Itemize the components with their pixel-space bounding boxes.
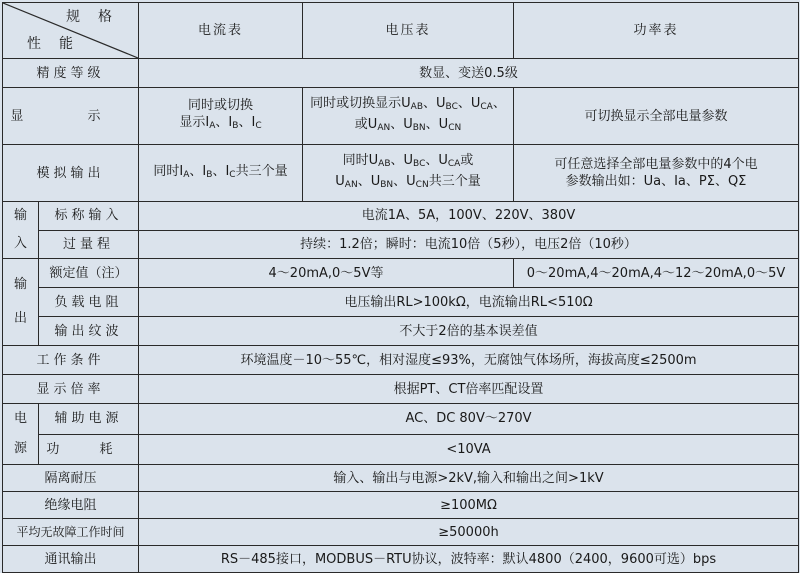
value-mtbf: ≥50000h bbox=[139, 519, 799, 546]
corner-bottom-label: 性能 bbox=[27, 36, 91, 52]
group-power-label: 电源 bbox=[13, 411, 27, 456]
value-rated-value-left: 4～20mA,0～5V等 bbox=[139, 259, 514, 288]
row-display bbox=[3, 88, 799, 145]
analog-current: 同时$I_A$、$I_B$、$I_C$共三个量 bbox=[139, 145, 303, 202]
row-overload bbox=[3, 230, 799, 259]
row-comm bbox=[3, 546, 799, 573]
header-row bbox=[3, 3, 799, 59]
label-analog-output: 模拟输出 bbox=[3, 145, 139, 202]
row-ripple bbox=[3, 317, 799, 346]
row-analog-output bbox=[3, 145, 799, 202]
value-ripple: 不大于2倍的基本误差值 bbox=[139, 317, 799, 346]
corner-header bbox=[3, 3, 139, 59]
label-accuracy: 精度等级 bbox=[3, 59, 139, 88]
value-consumption: <10VA bbox=[139, 434, 799, 465]
group-input bbox=[3, 202, 39, 259]
column-header-voltage: 电压表 bbox=[303, 3, 514, 59]
label-display: 显 示 bbox=[3, 88, 139, 145]
label-ratio: 显示倍率 bbox=[3, 375, 139, 404]
analog-voltage: 同时$U_{AB}$、$U_{BC}$、$U_{CA}$或 $U_{AN}$、$U_{BN}$、$U_{CN}$共三个量 bbox=[303, 145, 514, 202]
label-insulation: 绝缘电阻 bbox=[3, 492, 139, 519]
label-rated-value: 额定值（注） bbox=[39, 259, 139, 288]
column-header-current: 电流表 bbox=[139, 3, 303, 59]
row-insulation bbox=[3, 492, 799, 519]
label-comm: 通讯输出 bbox=[3, 546, 139, 573]
value-rated-input: 电流1A、5A，100V、220V、380V bbox=[139, 202, 799, 231]
group-output bbox=[3, 259, 39, 346]
label-isolation: 隔离耐压 bbox=[3, 465, 139, 492]
row-conditions bbox=[3, 346, 799, 375]
row-ratio bbox=[3, 375, 799, 404]
value-comm: RS－485接口，MODBUS－RTU协议，波特率：默认4800（2400，9600可选）bps bbox=[139, 546, 799, 573]
value-overload: 持续：1.2倍；瞬时：电流10倍（5秒），电压2倍（10秒） bbox=[139, 230, 799, 259]
row-isolation bbox=[3, 465, 799, 492]
display-current: 同时或切换 显示$I_A$、$I_B$、$I_C$ bbox=[139, 88, 303, 145]
label-rated-input: 标称输入 bbox=[39, 202, 139, 231]
group-output-label: 输出 bbox=[13, 277, 27, 326]
label-load: 负载电阻 bbox=[39, 288, 139, 317]
label-aux-power: 辅助电源 bbox=[39, 404, 139, 435]
group-input-label: 输入 bbox=[13, 208, 27, 251]
value-ratio: 根据PT、CT倍率匹配设置 bbox=[139, 375, 799, 404]
value-accuracy: 数显、变送0.5级 bbox=[139, 59, 799, 88]
column-header-power: 功率表 bbox=[514, 3, 799, 59]
label-ripple: 输出纹波 bbox=[39, 317, 139, 346]
row-mtbf bbox=[3, 519, 799, 546]
display-power: 可切换显示全部电量参数 bbox=[514, 88, 799, 145]
row-rated-input bbox=[3, 202, 799, 231]
display-current-line1: 同时或切换 bbox=[187, 98, 253, 113]
display-voltage: 同时或切换显示$U_{AB}$、$U_{BC}$、$U_{CA}$、 或$U_{AN}$、$U_{BN}$、$U_{CN}$ bbox=[303, 88, 514, 145]
spec-table bbox=[2, 2, 799, 573]
analog-power: 可任意选择全部电量参数中的4个电 参数输出如：Ua、Ia、PΣ、QΣ bbox=[514, 145, 799, 202]
group-power bbox=[3, 404, 39, 465]
value-isolation: 输入、输出与电源>2kV,输入和输出之间>1kV bbox=[139, 465, 799, 492]
row-load bbox=[3, 288, 799, 317]
label-overload: 过量程 bbox=[39, 230, 139, 259]
row-accuracy bbox=[3, 59, 799, 88]
value-aux-power: AC、DC 80V～270V bbox=[139, 404, 799, 435]
label-consumption: 功 耗 bbox=[39, 434, 139, 465]
corner-top-label: 规格 bbox=[66, 9, 130, 25]
label-mtbf: 平均无故障工作时间 bbox=[3, 519, 139, 546]
label-conditions: 工作条件 bbox=[3, 346, 139, 375]
value-conditions: 环境温度－10～55℃，相对湿度≤93%，无腐蚀气体场所，海拔高度≤2500m bbox=[139, 346, 799, 375]
value-rated-value-right: 0～20mA,4～20mA,4～12～20mA,0～5V bbox=[514, 259, 799, 288]
value-load: 电压输出RL>100kΩ，电流输出RL<510Ω bbox=[139, 288, 799, 317]
row-consumption bbox=[3, 434, 799, 465]
value-insulation: ≥100MΩ bbox=[139, 492, 799, 519]
row-aux-power bbox=[3, 404, 799, 435]
row-rated-value bbox=[3, 259, 799, 288]
